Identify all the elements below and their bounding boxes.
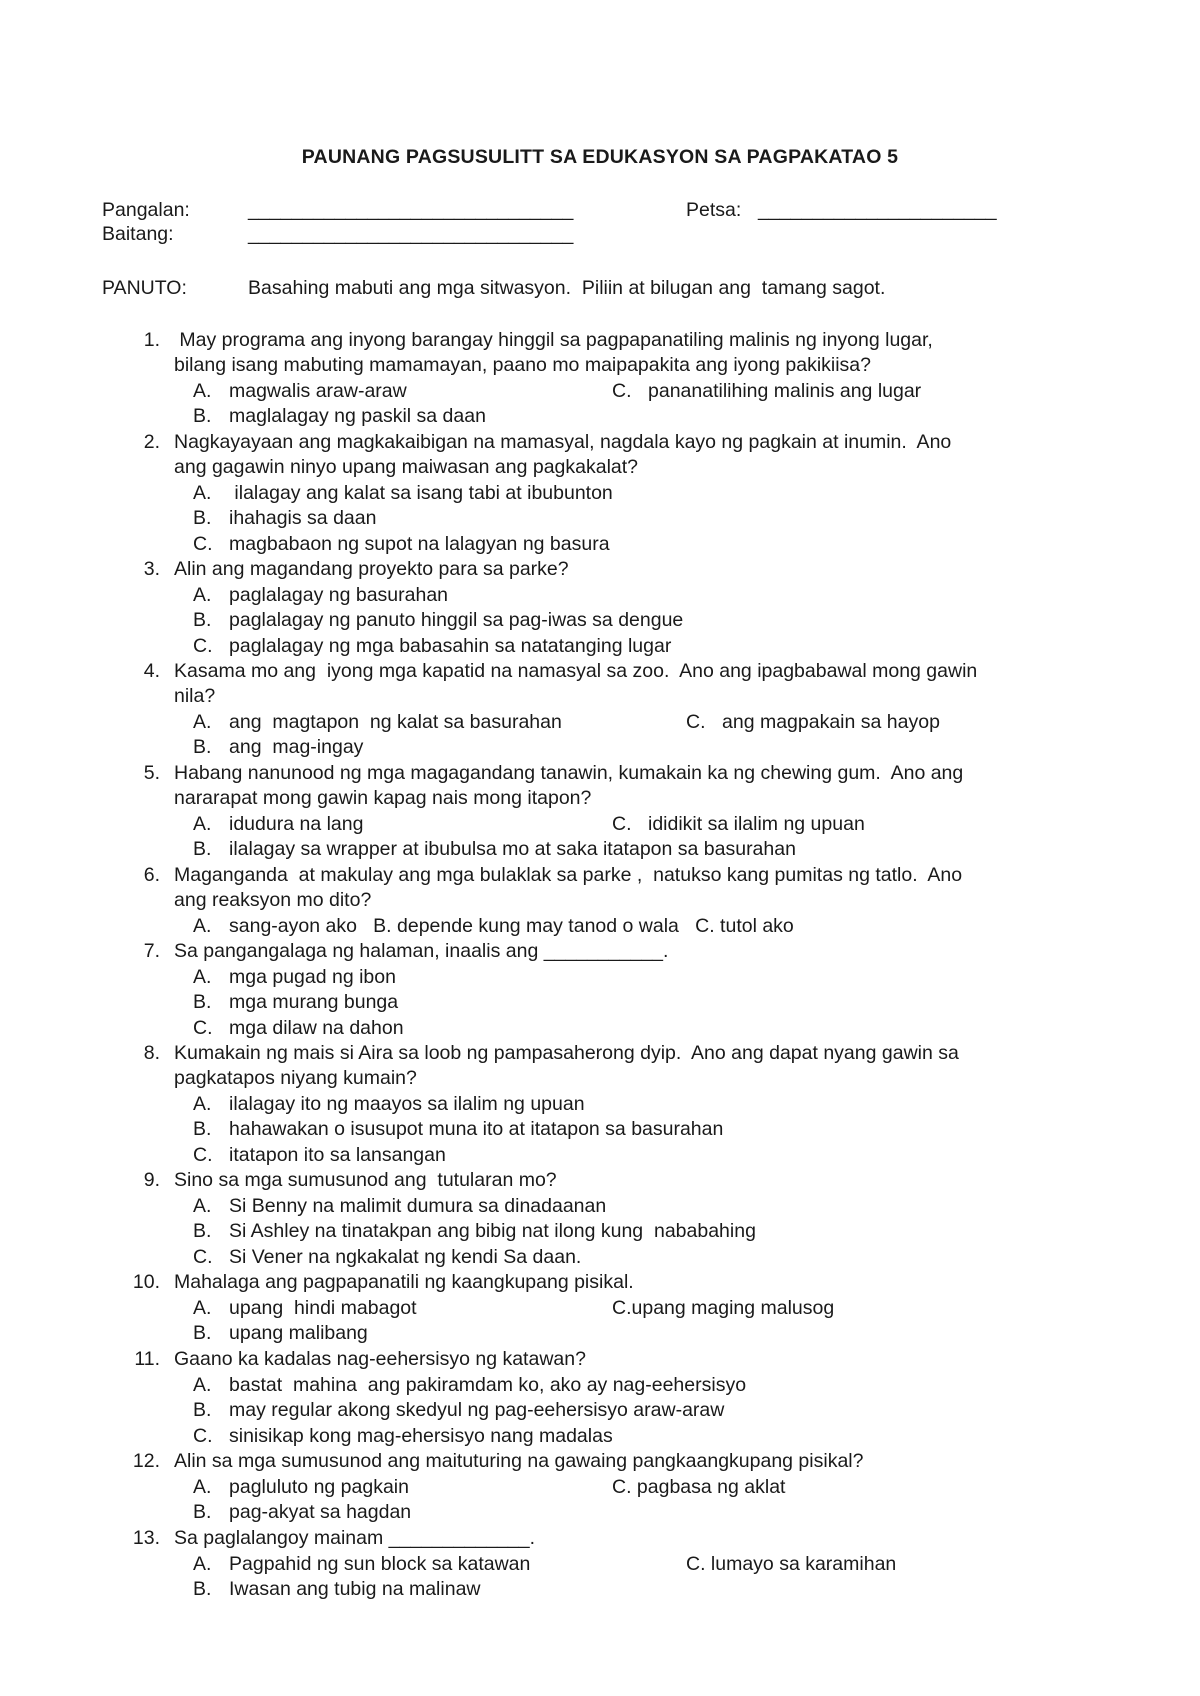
option-a[interactable] (193, 1552, 530, 1578)
option-b[interactable] (193, 990, 398, 1016)
option-c[interactable] (193, 1143, 446, 1169)
option-a[interactable] (193, 583, 448, 609)
option-text: upang malibang (229, 1322, 368, 1344)
option-text: mga dilaw na dahon (229, 1017, 404, 1039)
option-letter: A. (193, 482, 212, 504)
option-text: maglalagay ng paskil sa daan (229, 405, 486, 427)
name-label: Pangalan: (102, 199, 190, 221)
option-text: pagluluto ng pagkain (229, 1476, 409, 1498)
option-letter: B. (193, 838, 212, 860)
option-letter: A. (193, 1297, 212, 1319)
question-number: 10. (132, 1271, 160, 1293)
option-b[interactable] (193, 1577, 481, 1603)
option-letter: A. (193, 584, 212, 606)
page-title: PAUNANG PAGSUSULITT SA EDUKASYON SA PAGPAKATAO 5 (301, 146, 899, 168)
grade-label: Baitang: (102, 223, 174, 245)
option-text: may regular akong skedyul ng pag-eehersisyo araw-araw (229, 1399, 725, 1421)
option-text: pag-akyat sa hagdan (229, 1501, 412, 1523)
option-letter: C. (193, 533, 213, 555)
option-b[interactable] (193, 506, 376, 532)
option-a[interactable] (193, 710, 562, 736)
option-text: upang hindi mabagot (229, 1297, 417, 1319)
option-b[interactable] (193, 1500, 411, 1526)
question-text: Sa pangangalaga ng halaman, inaalis ang ___________. (174, 940, 669, 962)
question-text: Sino sa mga sumusunod ang tutularan mo? (174, 1169, 557, 1191)
question-text: Nagkayayaan ang magkakaibigan na mamasyal, nagdala kayo ng pagkain at inumin. Ano (174, 431, 952, 453)
option-b[interactable] (193, 608, 683, 634)
option-text: hahawakan o isusupot muna ito at itatapon sa basurahan (229, 1118, 724, 1140)
option-c[interactable] (612, 379, 921, 405)
question-number: 1. (143, 329, 160, 351)
option-b[interactable] (193, 1398, 724, 1424)
question-text: Kumakain ng mais si Aira sa loob ng pampasaherong dyip. Ano ang dapat nyang gawin sa (174, 1042, 959, 1064)
option-text: itatapon ito sa lansangan (229, 1144, 446, 1166)
option-letter: A. (193, 1093, 212, 1115)
question-text: Maganganda at makulay ang mga bulaklak sa parke , natukso kang pumitas ng tatlo. Ano (174, 864, 963, 886)
option-text: magbabaon ng supot na lalagyan ng basura (229, 533, 610, 555)
option-c[interactable] (193, 532, 610, 558)
option-a[interactable] (193, 1194, 606, 1220)
option-a[interactable] (193, 379, 407, 405)
option-c[interactable] (612, 1296, 834, 1322)
option-b[interactable] (193, 1321, 368, 1347)
option-letter: B. (193, 1578, 212, 1600)
question-number: 8. (143, 1042, 160, 1064)
question-number: 12. (132, 1450, 160, 1472)
option-text: paglalagay ng mga babasahin sa natatanging lugar (229, 635, 672, 657)
option-letter: C. (193, 635, 213, 657)
option-c[interactable] (612, 1475, 785, 1501)
option-text: ilalagay ang kalat sa isang tabi at ibubunton (229, 482, 613, 504)
option-c[interactable] (193, 1245, 581, 1271)
option-letter: A. (193, 1553, 212, 1575)
option-row[interactable] (193, 914, 794, 940)
question-number: 11. (134, 1348, 160, 1370)
option-text: mga pugad ng ibon (229, 966, 396, 988)
question-number: 2. (143, 431, 160, 453)
question-number: 13. (132, 1527, 160, 1549)
question-text: Alin ang magandang proyekto para sa parke? (174, 558, 569, 580)
option-text: ang mag-ingay (229, 736, 364, 758)
option-text: sinisikap kong mag-ehersisyo nang madalas (229, 1425, 613, 1447)
option-b[interactable] (193, 1219, 756, 1245)
option-b[interactable] (193, 735, 363, 761)
option-a[interactable] (193, 1475, 409, 1501)
question-text: ang reaksyon mo dito? (174, 889, 372, 911)
option-letter: A. (193, 1195, 212, 1217)
option-text: Si Vener na ngkakalat ng kendi Sa daan. (229, 1246, 582, 1268)
option-letter: B. (193, 1399, 212, 1421)
option-a[interactable] (193, 481, 613, 507)
option-letter: C. (193, 1144, 213, 1166)
option-letter: A. (193, 380, 212, 402)
option-b[interactable] (193, 837, 796, 863)
option-a[interactable] (193, 1373, 746, 1399)
option-text: ihahagis sa daan (229, 507, 377, 529)
option-a[interactable] (193, 965, 396, 991)
option-letter: B. (193, 1322, 212, 1344)
option-letter: B. (193, 1220, 212, 1242)
option-text: Si Ashley na tinatakpan ang bibig nat ilong kung nababahing (229, 1220, 756, 1242)
option-c[interactable] (193, 1016, 404, 1042)
option-letter: A. (193, 966, 212, 988)
option-letter: C. (193, 1017, 213, 1039)
option-text: C.upang maging malusog (612, 1297, 835, 1319)
question-number: 7. (143, 940, 160, 962)
option-c[interactable] (193, 1424, 613, 1450)
option-text: bastat mahina ang pakiramdam ko, ako ay nag-eehersisyo (229, 1374, 747, 1396)
question-number: 9. (143, 1169, 160, 1191)
option-text: mga murang bunga (229, 991, 399, 1013)
option-letter: C. (612, 380, 632, 402)
option-letter: A. (193, 1374, 212, 1396)
option-letter: B. (193, 991, 212, 1013)
option-text: ilalagay sa wrapper at ibubulsa mo at saka itatapon sa basurahan (229, 838, 796, 860)
option-a[interactable] (193, 812, 363, 838)
question-number: 4. (143, 660, 160, 682)
question-number: 6. (143, 864, 160, 886)
option-text: Si Benny na malimit dumura sa dinadaanan (229, 1195, 607, 1217)
option-a[interactable] (193, 1092, 585, 1118)
option-a[interactable] (193, 1296, 417, 1322)
option-letter: C. (193, 1425, 213, 1447)
option-letter: C. (612, 813, 632, 835)
option-text: Pagpahid ng sun block sa katawan (229, 1553, 531, 1575)
question-number: 3. (143, 558, 160, 580)
option-c[interactable] (686, 710, 940, 736)
option-letter: C. (193, 1246, 213, 1268)
option-letter: B. (193, 736, 212, 758)
option-text: ang magtapon ng kalat sa basurahan (229, 711, 562, 733)
question-text: Habang nanunood ng mga magagandang tanawin, kumakain ka ng chewing gum. Ano ang (174, 762, 964, 784)
option-text: ididikit sa ilalim ng upuan (648, 813, 865, 835)
option-b[interactable] (193, 1117, 723, 1143)
option-letter: B. (193, 609, 212, 631)
question-text: nila? (174, 685, 216, 707)
option-text: Iwasan ang tubig na malinaw (229, 1578, 481, 1600)
option-letter: B. (193, 1501, 212, 1523)
option-text: pananatilihing malinis ang lugar (648, 380, 922, 402)
question-number: 5. (143, 762, 160, 784)
option-letter: B. (193, 1118, 212, 1140)
question-text: ang gagawin ninyo upang maiwasan ang pagkakalat? (174, 456, 639, 478)
option-letter: B. (193, 405, 212, 427)
option-text: magwalis araw-araw (229, 380, 407, 402)
question-text: Sa paglalangoy mainam _____________. (174, 1527, 536, 1549)
option-c[interactable] (686, 1552, 896, 1578)
option-letter: B. (193, 507, 212, 529)
option-text: C. pagbasa ng aklat (612, 1476, 786, 1498)
question-text: nararapat mong gawin kapag nais mong itapon? (174, 787, 592, 809)
question-text: Kasama mo ang iyong mga kapatid na namasyal sa zoo. Ano ang ipagbabawal mong gawin (174, 660, 978, 682)
option-letter: A. (193, 813, 212, 835)
instructions-text: Basahing mabuti ang mga sitwasyon. Piliin at bilugan ang tamang sagot. (248, 277, 886, 299)
option-text: ang magpakain sa hayop (722, 711, 940, 733)
date-label: Petsa: (686, 199, 742, 221)
grade-blank: ______________________________ (248, 223, 574, 245)
option-text: paglalagay ng basurahan (229, 584, 449, 606)
option-text: C. lumayo sa karamihan (686, 1553, 897, 1575)
question-text: May programa ang inyong barangay hinggil sa pagpapanatiling malinis ng inyong lugar, (174, 329, 933, 351)
option-letter: A. (193, 711, 212, 733)
option-text: idudura na lang (229, 813, 364, 835)
instructions-label: PANUTO: (102, 277, 187, 299)
name-blank: ______________________________ (248, 199, 574, 221)
question-text: Mahalaga ang pagpapanatili ng kaangkupang pisikal. (174, 1271, 634, 1293)
option-letter: C. (686, 711, 706, 733)
option-b[interactable] (193, 404, 486, 430)
date-blank: ______________________ (758, 199, 997, 221)
option-c[interactable] (193, 634, 671, 660)
question-text: bilang isang mabuting mamamayan, paano mo maipapakita ang iyong pakikiisa? (174, 354, 872, 376)
option-letter: A. (193, 1476, 212, 1498)
option-text: sang-ayon ako B. depende kung may tanod o wala C. tutol ako (229, 915, 794, 937)
question-text: Alin sa mga sumusunod ang maituturing na gawaing pangkaangkupang pisikal? (174, 1450, 864, 1472)
option-text: paglalagay ng panuto hinggil sa pag-iwas sa dengue (229, 609, 684, 631)
question-text: pagkatapos niyang kumain? (174, 1067, 417, 1089)
option-c[interactable] (612, 812, 865, 838)
option-letter: A. (193, 915, 212, 937)
option-text: ilalagay ito ng maayos sa ilalim ng upuan (229, 1093, 585, 1115)
question-text: Gaano ka kadalas nag-eehersisyo ng katawan? (174, 1348, 586, 1370)
